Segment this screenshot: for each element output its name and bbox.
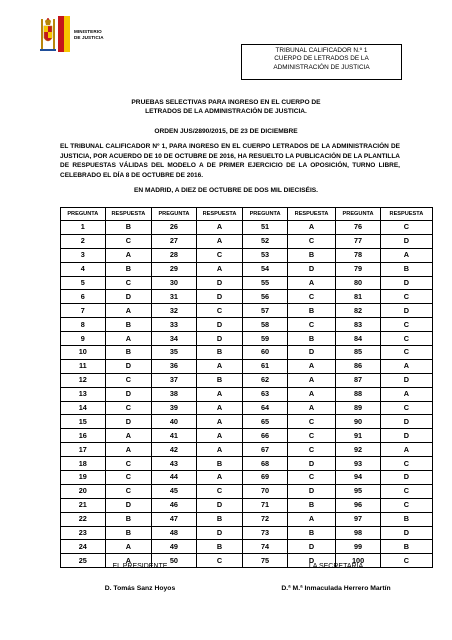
question-number-cell: 12 — [61, 373, 106, 387]
flag-yellow-stripe — [64, 16, 70, 52]
question-number-cell: 44 — [152, 471, 197, 485]
question-number-cell: 99 — [336, 540, 381, 554]
answer-cell: A — [196, 359, 243, 373]
question-number-cell: 53 — [243, 248, 288, 262]
question-number-cell: 96 — [336, 498, 381, 512]
question-number-cell: 43 — [152, 457, 197, 471]
answer-cell: C — [105, 401, 152, 415]
answer-cell: B — [105, 262, 152, 276]
question-number-cell: 65 — [243, 415, 288, 429]
question-number-cell: 76 — [336, 221, 381, 235]
question-number-cell: 17 — [61, 443, 106, 457]
answer-cell: C — [287, 415, 335, 429]
question-number-cell: 36 — [152, 359, 197, 373]
table-row — [61, 457, 433, 471]
question-number-cell: 56 — [243, 290, 288, 304]
ministry-line-2: DE JUSTICIA — [74, 35, 104, 40]
table-row — [61, 318, 433, 332]
question-number-cell: 73 — [243, 526, 288, 540]
answer-cell: C — [380, 290, 432, 304]
question-number-cell: 55 — [243, 276, 288, 290]
answer-cell: D — [196, 498, 243, 512]
question-number-cell: 24 — [61, 540, 106, 554]
answer-cell: A — [105, 554, 152, 568]
answer-cell: A — [196, 443, 243, 457]
question-number-cell: 74 — [243, 540, 288, 554]
question-number-cell: 79 — [336, 262, 381, 276]
answer-cell: D — [380, 415, 432, 429]
question-number-cell: 34 — [152, 332, 197, 346]
question-number-cell: 70 — [243, 484, 288, 498]
question-number-cell: 64 — [243, 401, 288, 415]
answer-cell: D — [196, 332, 243, 346]
table-row — [61, 304, 433, 318]
question-number-cell: 14 — [61, 401, 106, 415]
table-row — [61, 443, 433, 457]
question-number-cell: 84 — [336, 332, 381, 346]
answer-cell: B — [380, 540, 432, 554]
answer-cell: C — [287, 443, 335, 457]
answer-cell: A — [287, 401, 335, 415]
question-number-cell: 42 — [152, 443, 197, 457]
answer-table — [60, 207, 433, 568]
table-row — [61, 471, 433, 485]
question-number-cell: 100 — [336, 554, 381, 568]
question-number-cell: 32 — [152, 304, 197, 318]
answer-cell: A — [196, 401, 243, 415]
table-row — [61, 359, 433, 373]
column-header-respuesta: RESPUESTA — [287, 208, 335, 221]
question-number-cell: 7 — [61, 304, 106, 318]
answer-cell: C — [287, 471, 335, 485]
question-number-cell: 92 — [336, 443, 381, 457]
question-number-cell: 20 — [61, 484, 106, 498]
answer-cell: D — [287, 554, 335, 568]
column-header-respuesta: RESPUESTA — [196, 208, 243, 221]
secretary-role: LA SECRETARIA — [308, 563, 364, 570]
answer-cell: A — [287, 359, 335, 373]
answer-cell: B — [287, 498, 335, 512]
question-number-cell: 98 — [336, 526, 381, 540]
question-number-cell: 29 — [152, 262, 197, 276]
question-number-cell: 81 — [336, 290, 381, 304]
answer-cell: B — [196, 540, 243, 554]
question-number-cell: 40 — [152, 415, 197, 429]
table-row — [61, 540, 433, 554]
question-number-cell: 91 — [336, 429, 381, 443]
answer-cell: C — [380, 318, 432, 332]
question-number-cell: 69 — [243, 471, 288, 485]
answer-cell: A — [380, 248, 432, 262]
answer-cell: C — [105, 471, 152, 485]
answer-cell: B — [105, 221, 152, 235]
table-row — [61, 346, 433, 360]
answer-cell: B — [287, 332, 335, 346]
question-number-cell: 97 — [336, 512, 381, 526]
tribunal-line-2: CUERPO DE LETRADOS DE LA — [274, 55, 369, 63]
question-number-cell: 1 — [61, 221, 106, 235]
table-row — [61, 401, 433, 415]
answer-cell: D — [196, 276, 243, 290]
answer-cell: C — [287, 234, 335, 248]
answer-cell: D — [380, 373, 432, 387]
answer-cell: D — [287, 540, 335, 554]
answer-cell: A — [196, 429, 243, 443]
tribunal-line-1: TRIBUNAL CALIFICADOR N.º 1 — [275, 46, 368, 54]
question-number-cell: 5 — [61, 276, 106, 290]
question-number-cell: 47 — [152, 512, 197, 526]
question-number-cell: 71 — [243, 498, 288, 512]
answer-cell: D — [380, 234, 432, 248]
column-header-pregunta: PREGUNTA — [152, 208, 197, 221]
answer-cell: D — [287, 457, 335, 471]
answer-cell: D — [380, 276, 432, 290]
answer-cell: A — [287, 387, 335, 401]
table-row — [61, 429, 433, 443]
answer-cell: A — [287, 276, 335, 290]
table-row — [61, 526, 433, 540]
tribunal-line-3: ADMINISTRACIÓN DE JUSTICIA — [273, 63, 370, 71]
question-number-cell: 41 — [152, 429, 197, 443]
coat-of-arms-icon — [40, 16, 56, 52]
table-row — [61, 332, 433, 346]
question-number-cell: 8 — [61, 318, 106, 332]
question-number-cell: 22 — [61, 512, 106, 526]
question-number-cell: 80 — [336, 276, 381, 290]
question-number-cell: 62 — [243, 373, 288, 387]
answer-cell: A — [105, 443, 152, 457]
answer-cell: D — [380, 304, 432, 318]
question-number-cell: 10 — [61, 346, 106, 360]
answer-cell: A — [105, 540, 152, 554]
column-header-pregunta: PREGUNTA — [243, 208, 288, 221]
table-row — [61, 387, 433, 401]
resolution-paragraph: EL TRIBUNAL CALIFICADOR Nº 1, PARA INGRESO EN EL CUERPO LETRADOS DE LA ADMINISTRACIÓN DE JUSTICIA, POR ACUERDO DE 10 DE OCTUBRE DE 2016, HA RESUELTO LA PUBLICACIÓN DE LA PLANTILLA DE RESPUESTAS VÁLIDAS DEL MODELO A DE PRIMER EJERCICIO DE LA OPOSICIÓN, TURNO LIBRE, CELEBRADO EL DÍA 8 DE OCTUBRE DE 2016. — [60, 143, 400, 180]
answer-cell: C — [196, 554, 243, 568]
question-number-cell: 54 — [243, 262, 288, 276]
question-number-cell: 82 — [336, 304, 381, 318]
ministry-name — [74, 29, 104, 41]
question-number-cell: 39 — [152, 401, 197, 415]
table-row — [61, 248, 433, 262]
answer-cell: B — [380, 512, 432, 526]
question-number-cell: 67 — [243, 443, 288, 457]
question-number-cell: 87 — [336, 373, 381, 387]
question-number-cell: 19 — [61, 471, 106, 485]
answer-cell: A — [105, 248, 152, 262]
question-number-cell: 4 — [61, 262, 106, 276]
table-row — [61, 373, 433, 387]
question-number-cell: 72 — [243, 512, 288, 526]
answer-cell: B — [105, 526, 152, 540]
answer-cell: B — [287, 526, 335, 540]
answer-cell: D — [196, 526, 243, 540]
answer-cell: D — [380, 471, 432, 485]
answer-cell: B — [196, 457, 243, 471]
question-number-cell: 50 — [152, 554, 197, 568]
question-number-cell: 89 — [336, 401, 381, 415]
answer-cell: D — [196, 318, 243, 332]
question-number-cell: 51 — [243, 221, 288, 235]
answer-cell: C — [380, 332, 432, 346]
question-number-cell: 52 — [243, 234, 288, 248]
question-number-cell: 63 — [243, 387, 288, 401]
answer-cell: D — [380, 429, 432, 443]
question-number-cell: 27 — [152, 234, 197, 248]
answer-cell: C — [287, 429, 335, 443]
answer-cell: B — [380, 262, 432, 276]
answer-cell: C — [105, 484, 152, 498]
answer-cell: B — [196, 373, 243, 387]
question-number-cell: 75 — [243, 554, 288, 568]
answer-cell: A — [380, 359, 432, 373]
answer-cell: B — [105, 346, 152, 360]
answer-cell: C — [380, 346, 432, 360]
answer-cell: C — [287, 318, 335, 332]
table-row — [61, 415, 433, 429]
question-number-cell: 46 — [152, 498, 197, 512]
question-number-cell: 13 — [61, 387, 106, 401]
table-body — [61, 221, 433, 568]
answer-cell: A — [105, 304, 152, 318]
answer-cell: C — [380, 457, 432, 471]
answer-cell: C — [196, 248, 243, 262]
table-row — [61, 262, 433, 276]
question-number-cell: 25 — [61, 554, 106, 568]
answer-cell: B — [196, 346, 243, 360]
answer-cell: A — [287, 512, 335, 526]
question-number-cell: 88 — [336, 387, 381, 401]
answer-cell: D — [105, 359, 152, 373]
question-number-cell: 90 — [336, 415, 381, 429]
answer-cell: B — [287, 248, 335, 262]
president-role: EL PRESIDENTE — [112, 563, 168, 570]
answer-cell: A — [380, 387, 432, 401]
answer-cell: A — [196, 262, 243, 276]
answer-cell: A — [196, 471, 243, 485]
table-header-row — [61, 208, 433, 221]
column-header-pregunta: PREGUNTA — [61, 208, 106, 221]
question-number-cell: 45 — [152, 484, 197, 498]
title-line-2: LETRADOS DE LA ADMINISTRACIÓN DE JUSTICIA. — [145, 107, 307, 115]
column-header-respuesta: RESPUESTA — [380, 208, 432, 221]
title-line-1: PRUEBAS SELECTIVAS PARA INGRESO EN EL CUERPO DE — [131, 99, 321, 106]
answer-cell: B — [105, 318, 152, 332]
tribunal-box — [241, 44, 402, 80]
answer-cell: C — [105, 373, 152, 387]
answer-cell: C — [105, 234, 152, 248]
question-number-cell: 18 — [61, 457, 106, 471]
question-number-cell: 31 — [152, 290, 197, 304]
answer-cell: C — [380, 554, 432, 568]
question-number-cell: 23 — [61, 526, 106, 540]
question-number-cell: 35 — [152, 346, 197, 360]
question-number-cell: 30 — [152, 276, 197, 290]
table-row — [61, 276, 433, 290]
question-number-cell: 68 — [243, 457, 288, 471]
answer-cell: B — [287, 304, 335, 318]
answer-cell: C — [105, 457, 152, 471]
answer-cell: D — [196, 290, 243, 304]
secretary-name: D.ª M.ª Inmaculada Herrero Martín — [281, 585, 391, 592]
answer-cell: D — [105, 415, 152, 429]
question-number-cell: 85 — [336, 346, 381, 360]
answer-cell: C — [380, 484, 432, 498]
question-number-cell: 33 — [152, 318, 197, 332]
question-number-cell: 2 — [61, 234, 106, 248]
question-number-cell: 61 — [243, 359, 288, 373]
answer-cell: D — [380, 526, 432, 540]
table-row — [61, 234, 433, 248]
question-number-cell: 26 — [152, 221, 197, 235]
answer-cell: B — [196, 512, 243, 526]
answer-cell: A — [380, 443, 432, 457]
column-header-respuesta: RESPUESTA — [105, 208, 152, 221]
answer-cell: C — [287, 290, 335, 304]
answer-cell: C — [380, 401, 432, 415]
question-number-cell: 94 — [336, 471, 381, 485]
column-header-pregunta: PREGUNTA — [336, 208, 381, 221]
question-number-cell: 86 — [336, 359, 381, 373]
answer-cell: D — [105, 387, 152, 401]
answer-cell: A — [196, 387, 243, 401]
question-number-cell: 66 — [243, 429, 288, 443]
president-name: D. Tomás Sanz Hoyos — [104, 585, 176, 592]
question-number-cell: 38 — [152, 387, 197, 401]
answer-cell: D — [287, 346, 335, 360]
question-number-cell: 15 — [61, 415, 106, 429]
answer-cell: C — [380, 221, 432, 235]
question-number-cell: 59 — [243, 332, 288, 346]
answer-cell: D — [105, 498, 152, 512]
table-row — [61, 290, 433, 304]
answer-cell: A — [105, 429, 152, 443]
answer-cell: D — [287, 262, 335, 276]
order-reference: ORDEN JUS/2890/2015, DE 23 DE DICIEMBRE — [154, 128, 298, 135]
answer-cell: B — [105, 512, 152, 526]
question-number-cell: 77 — [336, 234, 381, 248]
question-number-cell: 49 — [152, 540, 197, 554]
question-number-cell: 16 — [61, 429, 106, 443]
question-number-cell: 11 — [61, 359, 106, 373]
answer-cell: D — [105, 290, 152, 304]
answer-cell: A — [196, 221, 243, 235]
answer-cell: A — [196, 234, 243, 248]
ministry-logo — [40, 16, 130, 56]
answer-cell: C — [196, 304, 243, 318]
answer-cell: A — [287, 373, 335, 387]
question-number-cell: 9 — [61, 332, 106, 346]
table-row — [61, 221, 433, 235]
answer-cell: C — [380, 498, 432, 512]
question-number-cell: 58 — [243, 318, 288, 332]
answer-cell: A — [196, 415, 243, 429]
question-number-cell: 6 — [61, 290, 106, 304]
table-row — [61, 498, 433, 512]
question-number-cell: 60 — [243, 346, 288, 360]
question-number-cell: 48 — [152, 526, 197, 540]
answer-cell: D — [287, 484, 335, 498]
question-number-cell: 37 — [152, 373, 197, 387]
table-row — [61, 512, 433, 526]
answer-cell: A — [287, 221, 335, 235]
document-title — [0, 99, 452, 116]
question-number-cell: 83 — [336, 318, 381, 332]
ministry-line-1: MINISTERIO — [74, 29, 102, 34]
question-number-cell: 93 — [336, 457, 381, 471]
answer-cell: C — [105, 276, 152, 290]
question-number-cell: 95 — [336, 484, 381, 498]
question-number-cell: 78 — [336, 248, 381, 262]
question-number-cell: 3 — [61, 248, 106, 262]
question-number-cell: 28 — [152, 248, 197, 262]
question-number-cell: 21 — [61, 498, 106, 512]
answer-cell: A — [105, 332, 152, 346]
table-row — [61, 484, 433, 498]
question-number-cell: 57 — [243, 304, 288, 318]
place-date: EN MADRID, A DIEZ DE OCTUBRE DE DOS MIL DIECISÉIS. — [133, 187, 319, 194]
answer-cell: C — [196, 484, 243, 498]
